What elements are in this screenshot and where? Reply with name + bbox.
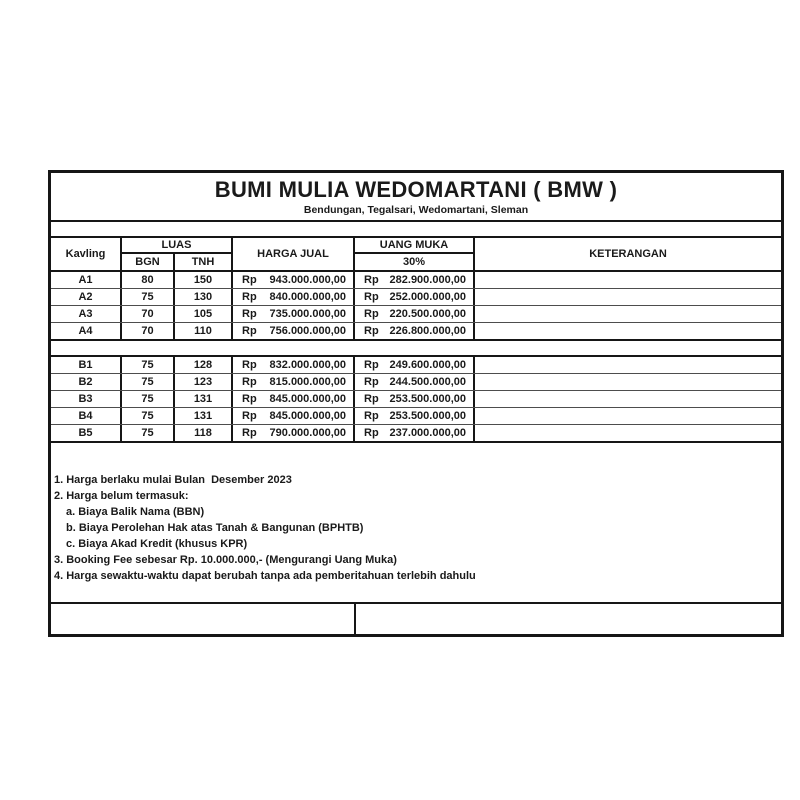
keterangan-cell xyxy=(475,289,781,305)
table-row xyxy=(51,391,781,408)
keterangan-cell xyxy=(475,306,781,322)
header-keterangan: KETERANGAN xyxy=(589,247,667,260)
harga-amount: 943.000.000,00 xyxy=(269,273,346,286)
uang-muka-cell xyxy=(355,374,475,390)
note-line: 1. Harga berlaku mulai Bulan Desember 2023 xyxy=(54,474,292,486)
table-row xyxy=(51,408,781,425)
currency-label: Rp xyxy=(364,290,379,303)
currency-label: Rp xyxy=(242,409,257,422)
bgn-cell: 75 xyxy=(122,408,175,424)
table-row xyxy=(51,357,781,374)
tnh-cell: 131 xyxy=(175,408,233,424)
note-line: 2. Harga belum termasuk: xyxy=(54,490,189,502)
keterangan-cell xyxy=(475,408,781,424)
currency-label: Rp xyxy=(364,392,379,405)
uang-muka-amount: 282.900.000,00 xyxy=(389,273,466,286)
bgn-cell: 75 xyxy=(122,357,175,373)
footer-cell-left xyxy=(51,604,356,634)
bgn-cell: 75 xyxy=(122,289,175,305)
harga-cell xyxy=(233,306,355,322)
tnh-cell: 110 xyxy=(175,323,233,339)
tnh-cell: 128 xyxy=(175,357,233,373)
table-header xyxy=(51,238,781,272)
uang-muka-amount: 220.500.000,00 xyxy=(389,307,466,320)
uang-muka-amount: 253.500.000,00 xyxy=(389,409,466,422)
uang-muka-amount: 237.000.000,00 xyxy=(389,426,466,439)
keterangan-cell xyxy=(475,391,781,407)
uang-muka-amount: 252.000.000,00 xyxy=(389,290,466,303)
kavling-cell: A2 xyxy=(51,289,122,305)
tnh-cell: 105 xyxy=(175,306,233,322)
title-block xyxy=(51,173,781,222)
harga-amount: 815.000.000,00 xyxy=(269,375,346,388)
currency-label: Rp xyxy=(242,375,257,388)
table-row xyxy=(51,272,781,289)
currency-label: Rp xyxy=(242,324,257,337)
header-tnh: TNH xyxy=(175,254,233,270)
harga-amount: 790.000.000,00 xyxy=(269,426,346,439)
block-a xyxy=(51,272,781,341)
price-sheet xyxy=(48,170,784,637)
uang-muka-amount: 244.500.000,00 xyxy=(389,375,466,388)
currency-label: Rp xyxy=(364,273,379,286)
keterangan-cell xyxy=(475,272,781,288)
currency-label: Rp xyxy=(242,307,257,320)
block-b xyxy=(51,357,781,443)
note-line: 3. Booking Fee sebesar Rp. 10.000.000,- (Mengurangi Uang Muka) xyxy=(54,554,397,566)
table-row xyxy=(51,374,781,391)
bgn-cell: 75 xyxy=(122,374,175,390)
currency-label: Rp xyxy=(242,273,257,286)
keterangan-cell xyxy=(475,357,781,373)
kavling-cell: A1 xyxy=(51,272,122,288)
currency-label: Rp xyxy=(242,290,257,303)
table-row xyxy=(51,323,781,339)
currency-label: Rp xyxy=(242,392,257,405)
uang-muka-cell xyxy=(355,425,475,441)
bgn-cell: 70 xyxy=(122,306,175,322)
harga-amount: 735.000.000,00 xyxy=(269,307,346,320)
tnh-cell: 118 xyxy=(175,425,233,441)
keterangan-cell xyxy=(475,425,781,441)
note-line: b. Biaya Perolehan Hak atas Tanah & Bangunan (BPHTB) xyxy=(66,522,364,534)
bgn-cell: 80 xyxy=(122,272,175,288)
keterangan-cell xyxy=(475,323,781,339)
bgn-cell: 75 xyxy=(122,425,175,441)
uang-muka-cell xyxy=(355,272,475,288)
harga-cell xyxy=(233,391,355,407)
uang-muka-amount: 249.600.000,00 xyxy=(389,358,466,371)
harga-cell xyxy=(233,323,355,339)
table-row xyxy=(51,289,781,306)
block-separator xyxy=(51,341,781,357)
header-bgn: BGN xyxy=(122,254,175,270)
tnh-cell: 123 xyxy=(175,374,233,390)
uang-muka-cell xyxy=(355,306,475,322)
harga-cell xyxy=(233,408,355,424)
kavling-cell: B3 xyxy=(51,391,122,407)
kavling-cell: B4 xyxy=(51,408,122,424)
uang-muka-amount: 226.800.000,00 xyxy=(389,324,466,337)
page-subtitle: Bendungan, Tegalsari, Wedomartani, Sleman xyxy=(303,204,529,216)
tnh-cell: 131 xyxy=(175,391,233,407)
bgn-cell: 75 xyxy=(122,391,175,407)
kavling-cell: B5 xyxy=(51,425,122,441)
currency-label: Rp xyxy=(364,324,379,337)
note-line: a. Biaya Balik Nama (BBN) xyxy=(66,506,205,518)
notes-section xyxy=(51,443,781,602)
uang-muka-amount: 253.500.000,00 xyxy=(389,392,466,405)
currency-label: Rp xyxy=(364,426,379,439)
page-title: BUMI MULIA WEDOMARTANI ( BMW ) xyxy=(214,177,618,202)
header-luas: LUAS xyxy=(122,238,233,254)
harga-cell xyxy=(233,425,355,441)
keterangan-cell xyxy=(475,374,781,390)
kavling-cell: B1 xyxy=(51,357,122,373)
harga-amount: 845.000.000,00 xyxy=(269,392,346,405)
currency-label: Rp xyxy=(242,358,257,371)
table-row xyxy=(51,425,781,441)
tnh-cell: 130 xyxy=(175,289,233,305)
uang-muka-cell xyxy=(355,323,475,339)
harga-cell xyxy=(233,289,355,305)
header-kavling: Kavling xyxy=(51,238,122,270)
harga-cell xyxy=(233,272,355,288)
uang-muka-cell xyxy=(355,289,475,305)
kavling-cell: A3 xyxy=(51,306,122,322)
tnh-cell: 150 xyxy=(175,272,233,288)
kavling-cell: B2 xyxy=(51,374,122,390)
uang-muka-cell xyxy=(355,391,475,407)
spacer-row xyxy=(51,222,781,238)
kavling-cell: A4 xyxy=(51,323,122,339)
note-line: c. Biaya Akad Kredit (khusus KPR) xyxy=(66,538,248,550)
harga-amount: 832.000.000,00 xyxy=(269,358,346,371)
uang-muka-cell xyxy=(355,357,475,373)
header-harga-jual: HARGA JUAL xyxy=(233,238,355,270)
footer-row xyxy=(51,602,781,634)
note-line: 4. Harga sewaktu-waktu dapat berubah tanpa ada pemberitahuan terlebih dahulu xyxy=(54,570,476,582)
harga-cell xyxy=(233,357,355,373)
currency-label: Rp xyxy=(364,307,379,320)
table-row xyxy=(51,306,781,323)
currency-label: Rp xyxy=(364,358,379,371)
uang-muka-cell xyxy=(355,408,475,424)
harga-amount: 845.000.000,00 xyxy=(269,409,346,422)
header-uang-muka-pct: 30% xyxy=(355,254,475,270)
currency-label: Rp xyxy=(364,375,379,388)
bgn-cell: 70 xyxy=(122,323,175,339)
currency-label: Rp xyxy=(364,409,379,422)
harga-cell xyxy=(233,374,355,390)
harga-amount: 840.000.000,00 xyxy=(269,290,346,303)
footer-cell-right xyxy=(356,604,781,634)
currency-label: Rp xyxy=(242,426,257,439)
harga-amount: 756.000.000,00 xyxy=(269,324,346,337)
header-uang-muka: UANG MUKA xyxy=(355,238,475,254)
